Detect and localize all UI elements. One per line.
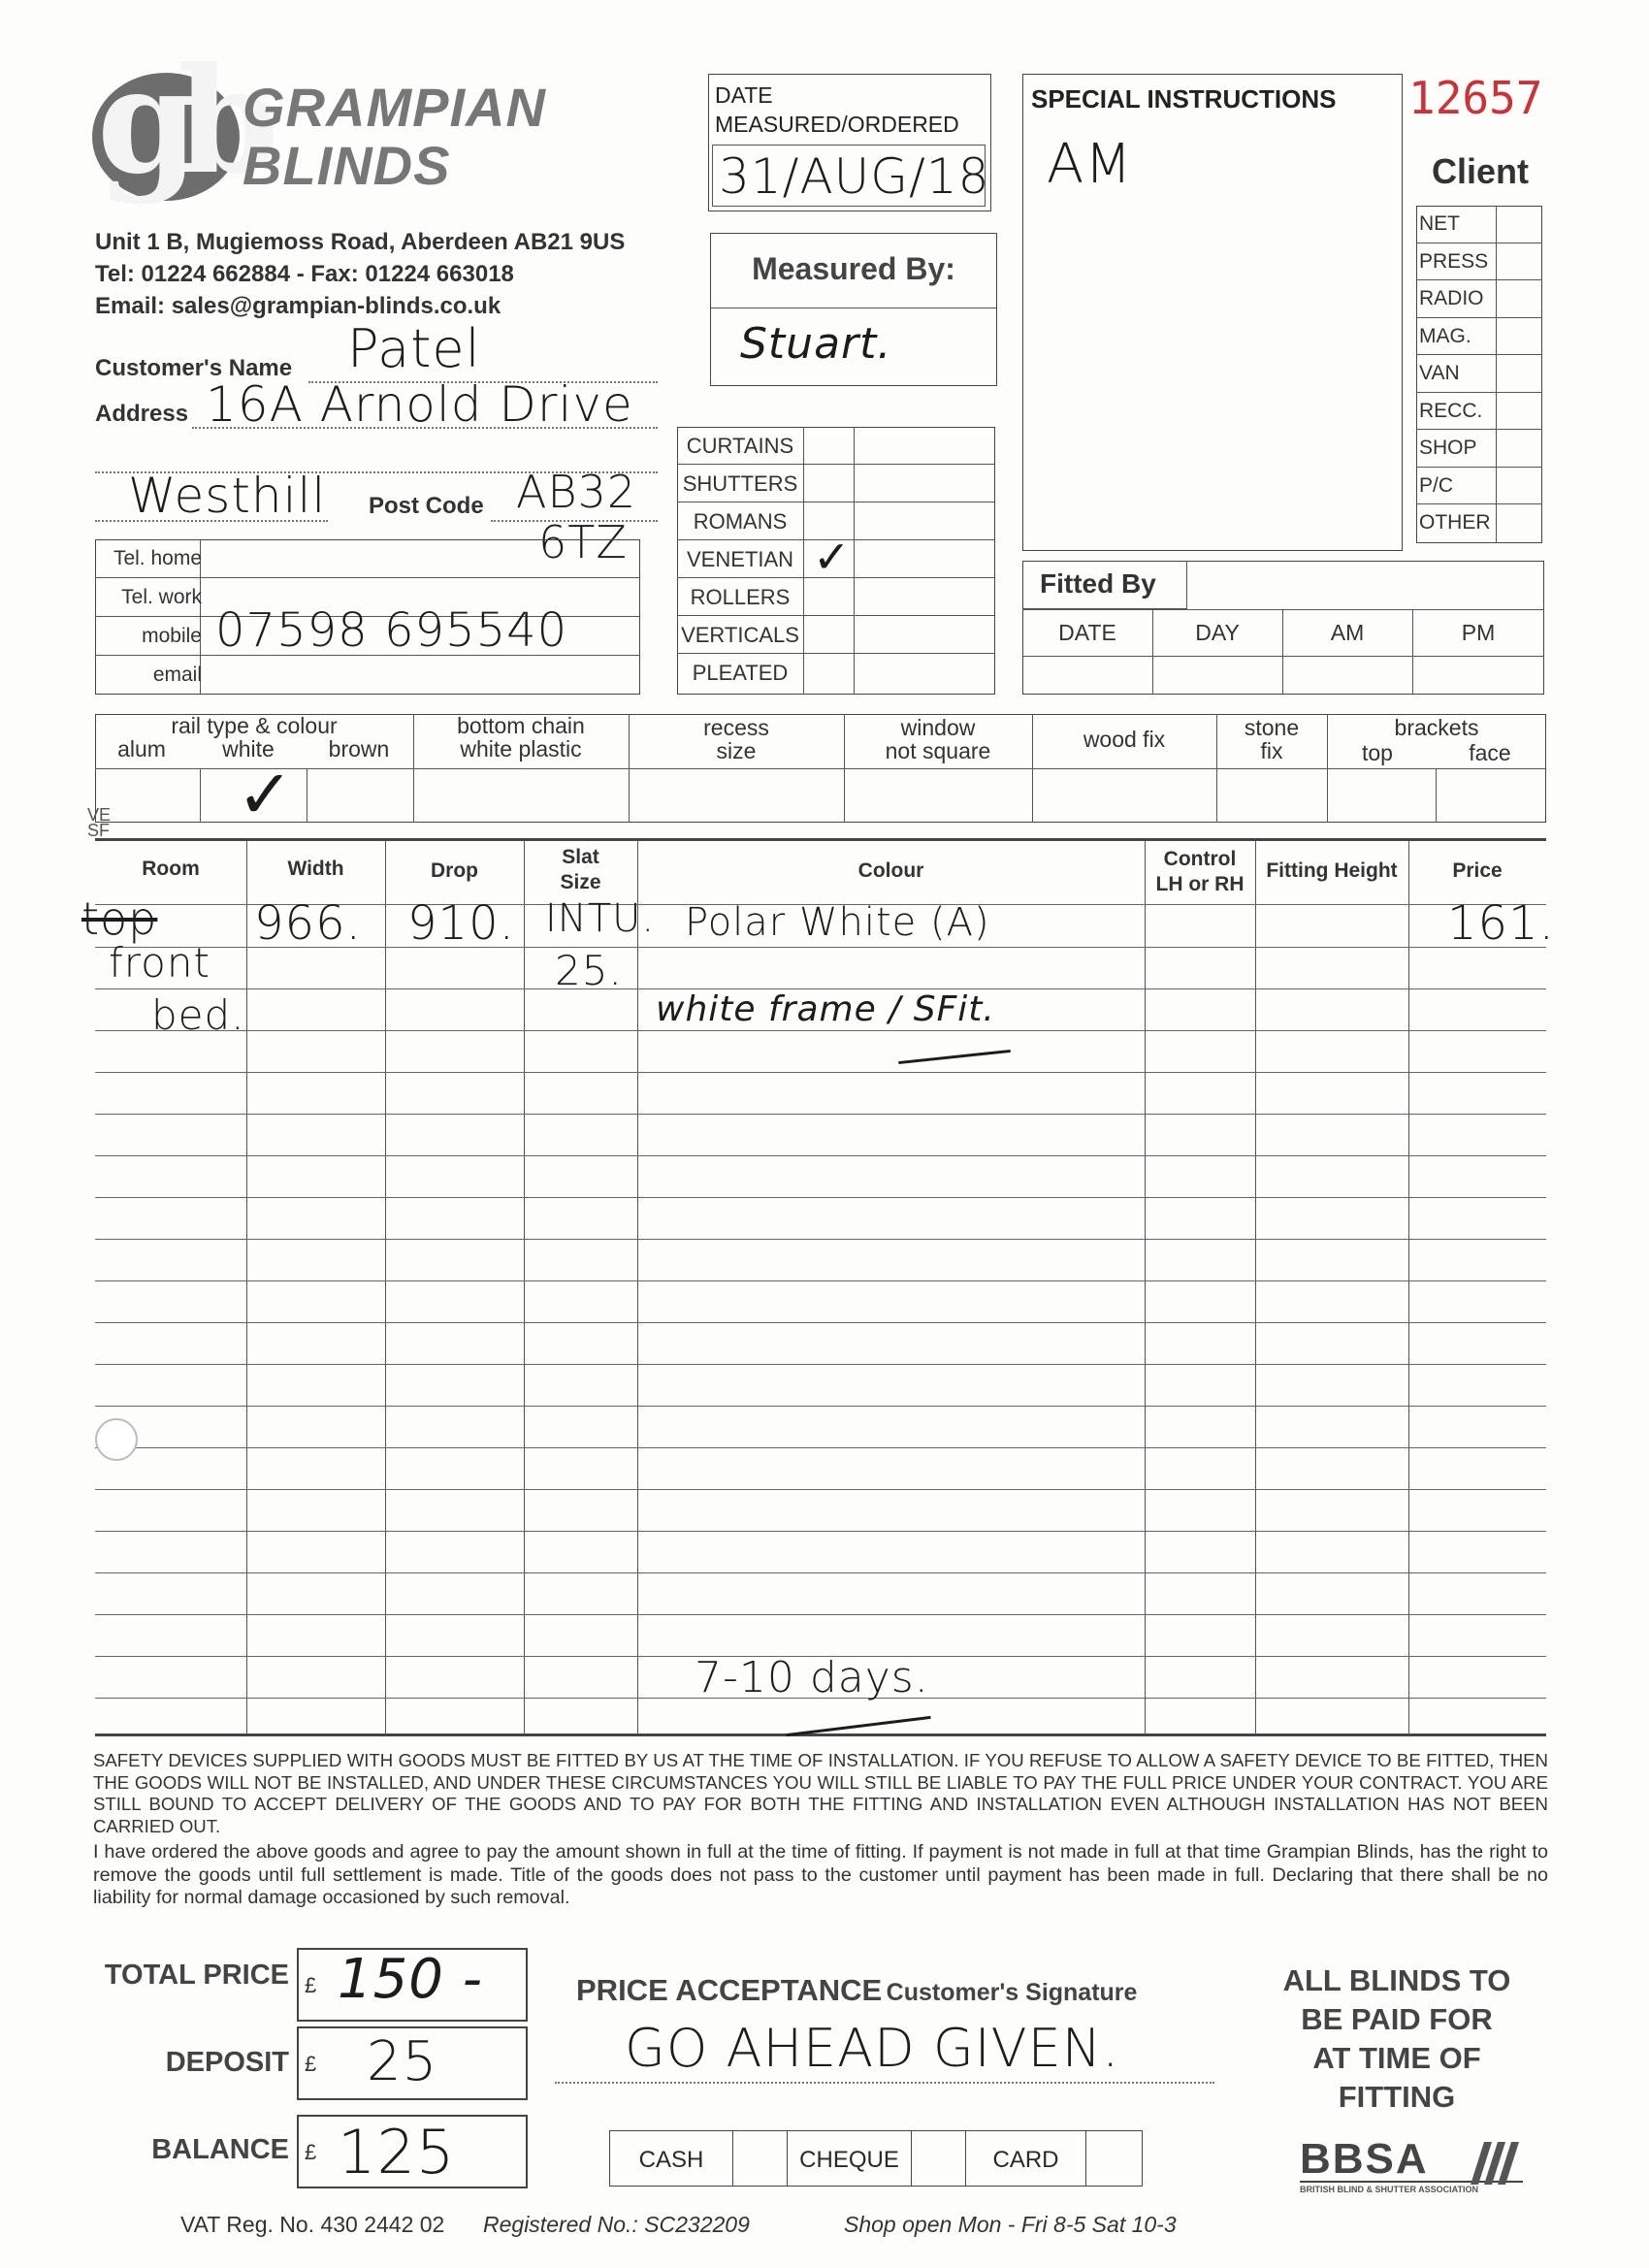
signature-line (555, 2082, 1214, 2084)
margin-note-line1: VE (87, 805, 112, 825)
slat-header-2: Size (560, 871, 601, 893)
fitted-by-label: Fitted By (1040, 568, 1156, 599)
blind-type-label: SHUTTERS (682, 471, 798, 496)
order-drop-1[interactable]: 910. (407, 896, 515, 951)
brackets-header: brackets (1394, 715, 1479, 740)
rail-type-header: rail type & colour (171, 713, 338, 738)
client-option-label: P/C (1419, 473, 1454, 497)
brackets-face-header: face (1469, 740, 1511, 765)
order-col-divider (1255, 840, 1256, 1734)
date-label-2: MEASURED/ORDERED (715, 112, 959, 137)
payment-card-tick[interactable] (1086, 2130, 1143, 2187)
order-row-line (95, 1030, 1546, 1031)
payment-cheque-label: CHEQUE (799, 2147, 899, 2173)
logo-name-line2: BLINDS (242, 135, 451, 196)
wood-fix-header: wood fix (1083, 727, 1166, 752)
client-option-label: NET (1419, 212, 1460, 235)
width-header: Width (287, 858, 344, 880)
order-room-3[interactable]: bed. (151, 991, 245, 1039)
recess-header-1: recess (703, 715, 769, 740)
company-phone: Tel: 01224 662884 - Fax: 01224 663018 (95, 261, 514, 287)
order-row-line (95, 1489, 1546, 1490)
payment-card[interactable] (966, 2130, 1086, 2187)
margin-note-line2: SF (87, 821, 111, 840)
client-option-label: OTHER (1419, 511, 1491, 534)
measured-by-value[interactable]: Stuart. (740, 319, 892, 369)
postcode-value-2[interactable]: 6TZ (538, 516, 628, 568)
options-row-line (95, 768, 1546, 769)
room-header: Room (142, 858, 200, 880)
pound-icon: £ (305, 2140, 317, 2164)
pound-icon: £ (305, 1973, 317, 1997)
order-row-line (95, 1280, 1546, 1281)
client-option-shop[interactable] (1416, 430, 1542, 468)
date-box (708, 74, 991, 211)
notice-line4: FITTING (1338, 2080, 1456, 2114)
fitted-by-row-line (1022, 609, 1544, 610)
bbsa-caption: BRITISH BLIND & SHUTTER ASSOCIATION (1300, 2181, 1523, 2194)
order-row-line (95, 1614, 1546, 1615)
order-row-line (95, 1531, 1546, 1532)
date-value[interactable]: 31/AUG/18 (719, 148, 990, 205)
balance-box (297, 2115, 528, 2188)
contact-label: mobile (142, 625, 202, 647)
order-col-divider (1145, 840, 1146, 1734)
colour-underline (898, 1050, 1011, 1064)
price-acceptance-label (576, 1973, 1137, 2008)
address-line-3 (95, 520, 328, 522)
bottom-chain-header-1: bottom chain (457, 713, 585, 738)
special-instructions-value[interactable]: AM (1047, 133, 1133, 196)
blind-type-label: VERTICALS (681, 623, 799, 647)
measured-by-box (710, 233, 997, 386)
fitted-by-am-header: AM (1330, 620, 1365, 645)
address-line1-value[interactable]: 16A Arnold Drive (206, 376, 633, 433)
balance-label: BALANCE (151, 2134, 289, 2165)
blind-type-label: CURTAINS (686, 434, 794, 458)
deposit-box (297, 2026, 528, 2100)
notice-line1: ALL BLINDS TO (1282, 1963, 1511, 1997)
postcode-value-1[interactable]: AB32 (516, 466, 637, 518)
deposit-label: DEPOSIT (165, 2047, 289, 2078)
order-table-bottom-border (95, 1733, 1546, 1736)
contact-label: Tel. home (113, 547, 202, 569)
total-price-label: TOTAL PRICE (104, 1960, 289, 1991)
total-price-value[interactable]: 150 - (338, 1948, 483, 2011)
brackets-top-header: top (1362, 740, 1393, 765)
form-number: 12657 (1408, 72, 1543, 124)
fitted-by-day-header: DAY (1195, 620, 1240, 645)
footer-registered: Registered No.: SC232209 (483, 2212, 750, 2237)
payment-cash-tick[interactable] (733, 2130, 788, 2187)
client-option-van[interactable] (1416, 355, 1542, 393)
safety-terms: SAFETY DEVICES SUPPLIED WITH GOODS MUST BE FITTED BY US AT THE TIME OF INSTALLATION. IF YOU REFUSE TO ALLOW A SAFETY DEVICE TO BE FITTED, THEN THE GOODS WILL NOT BE INSTALLED, AND UNDER THESE CIRCUMSTANCES YOU WILL STILL BE LIABLE TO PAY THE FULL PRICE UNDER YOUR CONTRACT. YOU ARE STILL BOUND TO ACCEPT DELIVERY OF THE GOODS AND TO PAY FOR BOTH THE FITTING AND INSTALLATION EVEN ALTHOUGH INSTALLATION HAS NOT BEEN CARRIED OUT. (93, 1750, 1548, 1836)
customer-name-value[interactable]: Patel (347, 318, 481, 379)
deposit-value[interactable]: 25 (367, 2030, 438, 2093)
total-price-box (297, 1948, 528, 2022)
mobile-value[interactable]: 07598 695540 (215, 603, 568, 658)
notice-line3: AT TIME OF (1312, 2041, 1481, 2075)
stone-fix-header-2: fix (1260, 738, 1283, 763)
company-address: Unit 1 B, Mugiemoss Road, Aberdeen AB21 9US (95, 229, 626, 255)
blind-type-label: ROMANS (693, 509, 788, 534)
drop-header: Drop (431, 859, 478, 882)
bottom-chain-header-2: white plastic (460, 736, 582, 761)
control-header-2: LH or RH (1155, 873, 1245, 895)
order-col-divider (246, 840, 247, 1734)
fitting-height-header: Fitting Height (1266, 859, 1398, 882)
margin-note (87, 807, 111, 838)
client-title: Client (1432, 151, 1530, 191)
order-room-1[interactable]: top (81, 892, 158, 945)
order-colour-3[interactable]: white frame / SFit. (656, 989, 995, 1029)
client-option-label: RADIO (1419, 287, 1484, 309)
punch-hole (95, 1418, 138, 1461)
contact-label: Tel. work (121, 586, 202, 608)
options-divider (200, 768, 201, 823)
blind-type-label: VENETIAN (686, 547, 794, 571)
order-note[interactable]: 7-10 days. (695, 1653, 929, 1702)
client-option-pc[interactable] (1416, 468, 1542, 505)
footer-vat: VAT Reg. No. 430 2442 02 (180, 2212, 445, 2237)
blind-type-verticals[interactable] (677, 616, 995, 654)
recess-header-2: size (716, 738, 757, 763)
client-option-label: RECC. (1419, 399, 1483, 422)
rail-brown-header: brown (328, 736, 390, 761)
options-divider (1436, 768, 1437, 823)
order-col-divider (1408, 840, 1409, 1734)
blind-type-shutters[interactable] (677, 465, 995, 502)
fitted-by-row-line-2 (1022, 656, 1544, 657)
blind-type-label: PLEATED (692, 661, 789, 685)
special-instructions-box (1022, 74, 1403, 551)
blind-type-pleated[interactable] (677, 654, 995, 692)
fitted-by-pm-header: PM (1461, 620, 1496, 645)
fitted-by-label-cell (1022, 561, 1187, 609)
order-room-2[interactable]: front (109, 939, 210, 987)
window-header-2: not square (885, 738, 991, 763)
venetian-check-icon: ✓ (813, 531, 852, 583)
contact-row-email (95, 656, 640, 695)
bbsa-stripes-icon (1471, 2142, 1529, 2185)
client-option-net[interactable] (1416, 206, 1542, 243)
payment-notice (1261, 1961, 1533, 2117)
footer-hours: Shop open Mon - Fri 8-5 Sat 10-3 (844, 2212, 1177, 2237)
price-header: Price (1452, 859, 1503, 882)
order-row-line (95, 1197, 1546, 1198)
blind-type-curtains[interactable] (677, 427, 995, 465)
client-option-label: VAN (1419, 362, 1460, 384)
order-row-line (95, 1572, 1546, 1573)
balance-value[interactable]: 125 (338, 2117, 456, 2187)
price-acceptance-rest: Customer's Signature (886, 1979, 1138, 2006)
bbsa-logo-text: BBSA (1300, 2135, 1429, 2183)
address-line2-value[interactable]: Westhill (128, 468, 327, 524)
order-slat-2[interactable]: 25. (555, 947, 623, 994)
date-label-1: DATE (715, 82, 773, 108)
rail-alum-header: alum (117, 736, 166, 761)
colour-header: Colour (857, 859, 924, 882)
control-header-1: Control (1163, 848, 1237, 870)
agreement-terms: I have ordered the above goods and agree to pay the amount shown in full at the time of fitting. If payment is not made in full at that time Grampian Blinds, has the right to remove the goods until full settlement is made. Title of the goods does not pass to the customer until payment has been made in full. Declaring that there shall be no liability for normal damage occasioned by such removal. (93, 1841, 1548, 1908)
order-colour-1[interactable]: Polar White (A) (685, 900, 990, 945)
rail-white-check-icon: ✓ (237, 755, 295, 834)
order-col-divider (385, 840, 386, 1734)
customer-name-label: Customer's Name (95, 355, 293, 381)
order-slat-1[interactable]: INTU. (545, 896, 656, 941)
logo-letters: gb (97, 36, 258, 207)
blind-type-label: ROLLERS (690, 585, 791, 609)
client-option-label: PRESS (1419, 249, 1489, 273)
client-option-mag[interactable] (1416, 318, 1542, 356)
order-table-top-border (95, 838, 1546, 841)
order-row-line (95, 1447, 1546, 1448)
blind-type-rollers[interactable] (677, 578, 995, 616)
pound-icon: £ (305, 2052, 317, 2076)
client-option-recc[interactable] (1416, 393, 1542, 431)
order-row-line (95, 1155, 1546, 1156)
price-acceptance-bold: PRICE ACCEPTANCE (576, 1973, 883, 2007)
order-row-line (95, 1239, 1546, 1240)
client-option-radio[interactable] (1416, 280, 1542, 318)
order-row-line (95, 1072, 1546, 1073)
client-option-other[interactable] (1416, 504, 1542, 542)
order-col-divider (637, 840, 638, 1734)
payment-cash[interactable] (609, 2130, 733, 2187)
order-width-1[interactable]: 966. (254, 896, 362, 951)
company-email: Email: sales@grampian-blinds.co.uk (95, 293, 501, 319)
contact-label: email (152, 664, 202, 686)
order-price-1[interactable]: 161. (1447, 896, 1555, 951)
customer-signature[interactable]: GO AHEAD GIVEN. (625, 2018, 1120, 2079)
payment-cheque-tick[interactable] (912, 2130, 966, 2187)
order-row-line (95, 1406, 1546, 1407)
order-row-line (95, 1114, 1546, 1115)
slat-header-1: Slat (562, 846, 599, 868)
special-instructions-label: SPECIAL INSTRUCTIONS (1031, 84, 1337, 113)
notice-line2: BE PAID FOR (1301, 2002, 1493, 2036)
postcode-label: Post Code (369, 493, 484, 519)
fitted-by-date-header: DATE (1058, 620, 1116, 645)
address-label: Address (95, 401, 189, 427)
rail-white-header: white (222, 736, 275, 761)
payment-cheque[interactable] (788, 2130, 912, 2187)
stone-fix-header-1: stone (1244, 715, 1300, 740)
client-option-press[interactable] (1416, 243, 1542, 281)
window-header-1: window (900, 715, 976, 740)
client-option-label: SHOP (1419, 437, 1477, 459)
contact-row-home (95, 539, 640, 578)
logo-name-line1: GRAMPIAN (242, 77, 546, 138)
client-option-label: MAG. (1419, 324, 1471, 347)
order-row-line (95, 1322, 1546, 1323)
payment-cash-label: CASH (638, 2147, 704, 2173)
payment-card-label: CARD (992, 2147, 1059, 2173)
measured-by-label: Measured By: (752, 251, 955, 286)
contact-row-mobile (95, 603, 640, 658)
order-row-line (95, 1364, 1546, 1365)
blind-type-venetian[interactable] (677, 531, 995, 583)
order-col-divider (524, 840, 525, 1734)
